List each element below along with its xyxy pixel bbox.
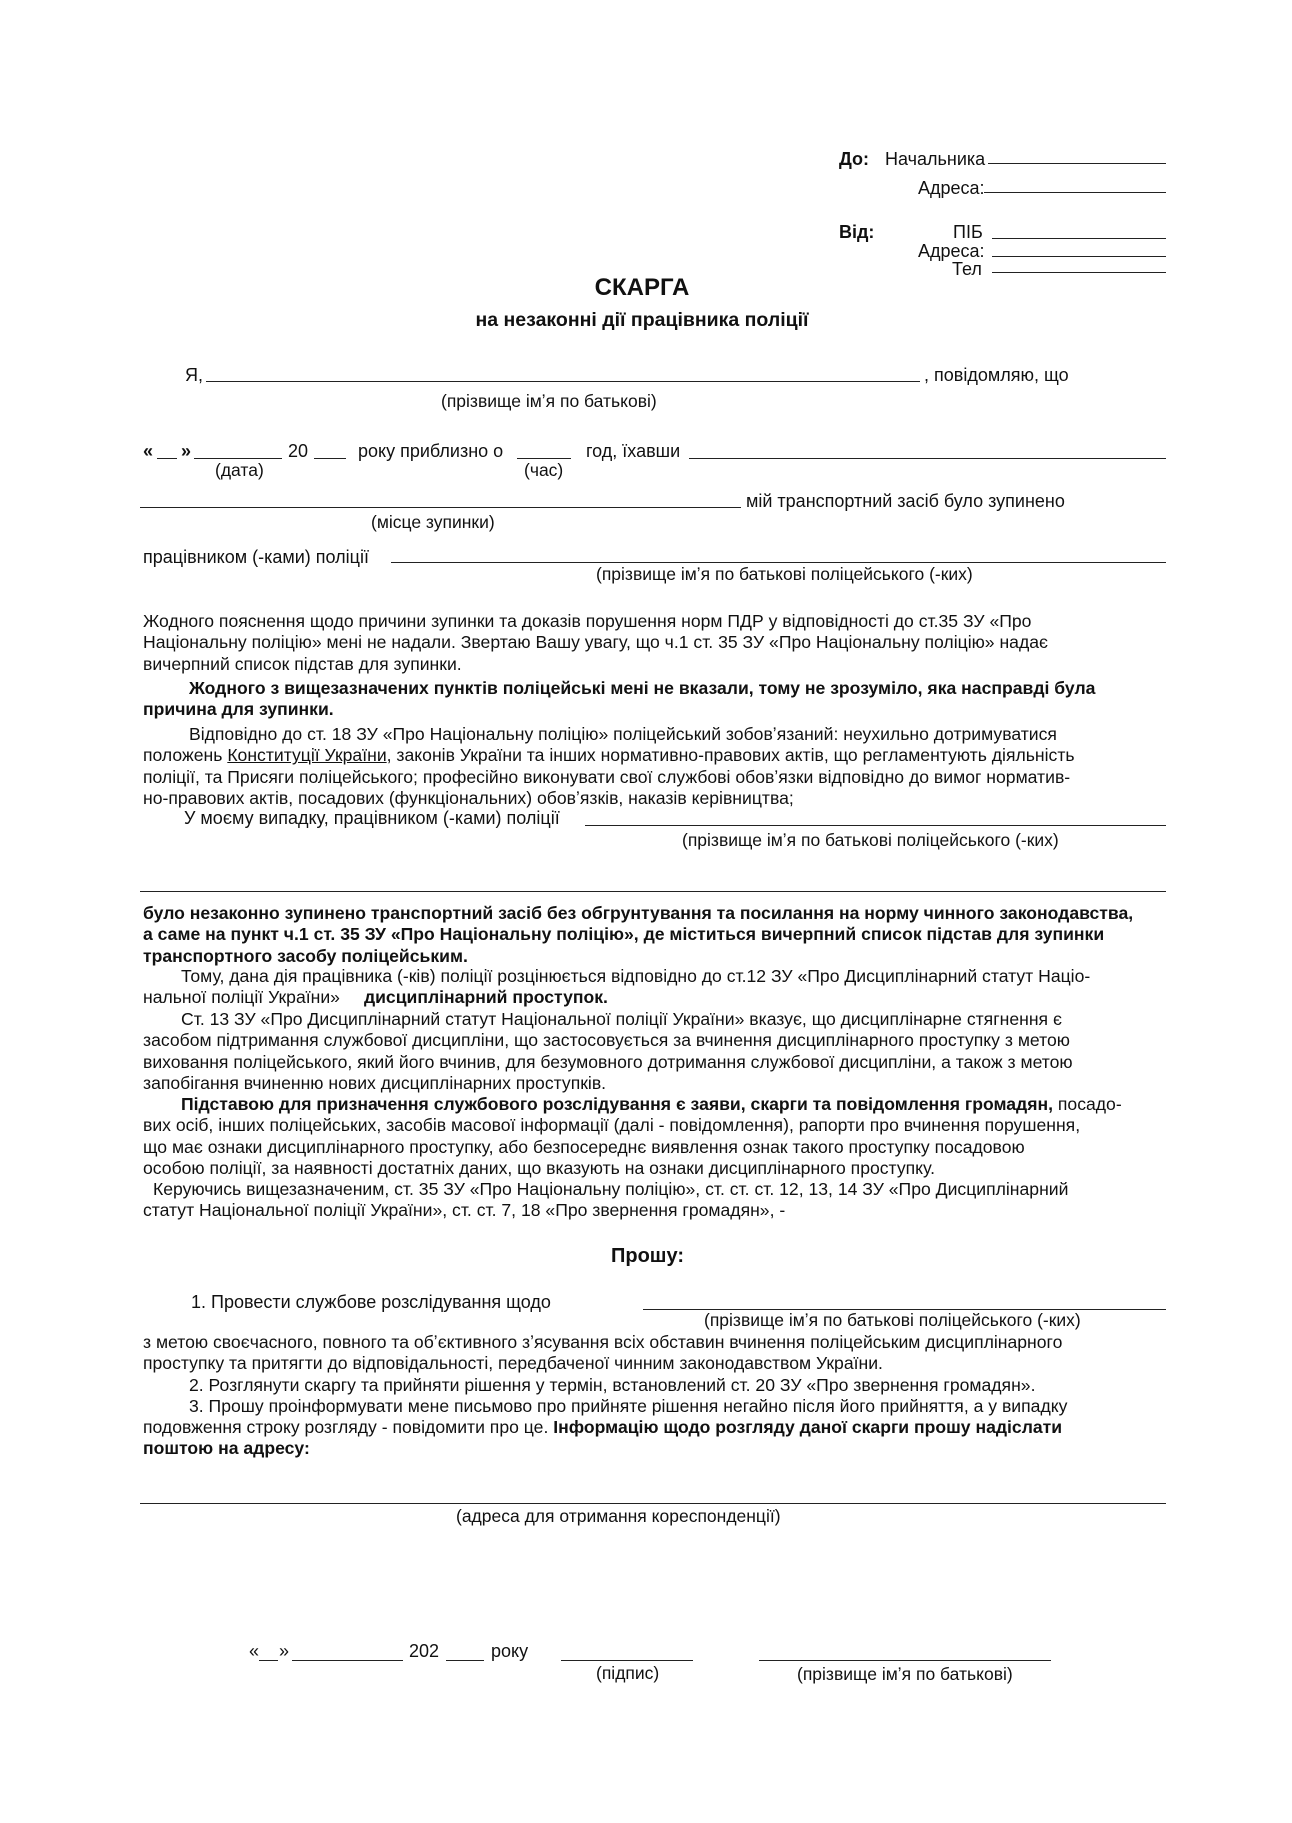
date-year-prefix: 20 [288,441,309,461]
footer-day-line[interactable] [259,1660,278,1661]
p8-line-4: особою поліції, за наявності достатніх даних, що вказують на ознаки дисциплінарного проступку. [143,1157,935,1178]
from-address-label: Адреса: [918,241,985,261]
p7-line-4: запобігання вчиненню нових дисциплінарних проступків. [143,1072,607,1093]
p5-line-2: а саме на пункт ч.1 ст. 35 ЗУ «Про Національну поліцію», де міститься вичерпний список підстав для зупинки [143,924,1105,945]
p4-officer-hint: (прізвище імʼя по батькові поліцейського (-ких) [682,830,1059,850]
p1-line-3: вичерпний список підстав для зупинки. [143,653,462,674]
request-item-3-line-2 [143,1417,1067,1438]
to-address-label: Адреса: [918,178,985,198]
p6-line-2 [143,987,1090,1008]
p3-line-2b: , законів України та інших нормативно-правових актів, що регламентують діяльність [386,745,1075,766]
p5-line-1: було незаконно зупинено транспортний засіб без обгрунтування та посилання на норму чинного законодавства, [143,903,1134,923]
footer-year-line[interactable] [446,1660,484,1661]
signature-line[interactable] [561,1660,693,1661]
date-quote-close: » [181,441,192,461]
p3-line-1: Відповідно до ст. 18 ЗУ «Про Національну поліцію» поліцейський зобовʼязаний: неухильно дотримуватися [189,724,1057,744]
request-item-3-line-2a: подовження строку розгляду - повідомити про це. [143,1417,549,1438]
signer-name-hint: (прізвище імʼя по батькові) [797,1664,1013,1684]
p3-line-4: но-правових актів, посадових (функціональних) обовʼязків, наказів керівництва; [143,787,794,808]
p7-line-1: Ст. 13 ЗУ «Про Дисциплінарний статут Національної поліції України» вказує, що дисциплінарне стягнення є [181,1009,1062,1029]
constitution-link[interactable]: Конституції України [227,745,387,766]
time-line[interactable] [517,458,571,459]
request-heading: Прошу: [611,1245,684,1267]
p4-officer-line[interactable] [585,825,1166,826]
paragraph-3 [143,724,1075,809]
request-item-1-line-2: з метою своєчасного, повного та обʼєктивного зʼясування всіх обставин вчинення поліцейським дисциплінарного [143,1332,1063,1352]
document-subtitle: на незаконні дії працівника поліції [475,309,809,331]
paragraph-2 [143,678,1095,721]
p8-line-2: вих осіб, інших поліцейських, засобів масової інформації (далі - повідомлення), рапорти про вчинення порушення, [143,1115,1081,1136]
paragraph-8 [143,1094,1122,1179]
p8-line-1b: посадо- [1057,1094,1122,1114]
paragraph-7 [143,1009,1073,1094]
footer-quote-open: « [249,1641,260,1661]
time-hint: (час) [524,460,564,480]
to-address-line[interactable] [984,192,1166,193]
footer-year-text: року [491,1641,529,1661]
p3-line-2 [143,745,1075,766]
p4-label: У моєму випадку, працівником (-ками) поліції [184,808,560,828]
date-hint: (дата) [215,460,264,480]
p3-line-2a: положень [143,745,223,766]
driving-label: год, їхавши [586,441,681,461]
intro-report: , повідомляю, що [924,365,1069,385]
signer-name-line[interactable] [759,1660,1051,1661]
request-item-3-line-1: 3. Прошу проінформувати мене письмово про прийняте рішення негайно після його прийняття, а у випадку [189,1395,1068,1416]
p4-officer-line-2[interactable] [140,891,1166,892]
applicant-name-hint: (прізвище імʼя по батькові) [441,391,657,411]
p1-line-2: Національну поліцію» мені не надали. Звертаю Вашу увагу, що ч.1 ст. 35 ЗУ «Про Національну поліцію» надає [143,632,1048,653]
from-address-line[interactable] [992,256,1166,257]
officer-name-hint: (прізвище імʼя по батькові поліцейського (-ких) [596,564,973,584]
signature-hint: (підпис) [596,1663,660,1683]
officer-label: працівником (-ками) поліції [143,547,369,567]
to-chief-label: Начальника [885,149,986,169]
p3-line-3: поліції, та Присяги поліцейського; професійно виконувати свої службові обовʼязки відповідно до вимог норматив- [143,766,1071,787]
request-item-2: 2. Розглянути скаргу та прийняти рішення у термін, встановлений ст. 20 ЗУ «Про звернення громадян». [189,1374,1036,1395]
p8-line-3: що має ознаки дисциплінарного проступку, або безпосереднє виявлення ознак такого проступку посадовою [143,1136,1025,1157]
p8-line-1a: Підставою для призначення службового розслідування є заяви, скарги та повідомлення громадян, [181,1094,1053,1114]
intro-i: Я, [185,365,203,385]
footer-month-line[interactable] [292,1660,403,1661]
date-year-text: року приблизно о [358,441,504,461]
request-item-3-line-2b: Інформацію щодо розгляду даної скарги прошу надіслати [553,1417,1063,1438]
officer-name-line[interactable] [391,562,1166,563]
paragraph-5 [143,903,1133,967]
p2-line-2: причина для зупинки. [143,699,334,720]
p9-line-1: Керуючись вищезазначеним, ст. 35 ЗУ «Про Національну поліцію», ст. ст. ст. 12, 13, 14 ЗУ «Про Дисциплінарний [153,1179,1069,1199]
request-officer-hint: (прізвище імʼя по батькові поліцейського (-ких) [704,1310,1081,1330]
to-label: До: [839,149,870,169]
p7-line-3: виховання поліцейського, який його вчинив, для безумовного дотримання службової дисципліни, а також з метою [143,1051,1073,1072]
p6-line-1: Тому, дана дія працівника (-ків) поліції розцінюється відповідно до ст.12 ЗУ «Про Дисциплінарний статут Націо- [181,966,1091,986]
driving-line[interactable] [689,458,1166,459]
p6-line-2a: нальної поліції України» [143,987,340,1008]
request-item-1-line-3: проступку та притягти до відповідальності, передбаченої чинним законодавством України. [143,1353,883,1374]
paragraph-6 [143,966,1090,1009]
from-phone-line[interactable] [992,272,1166,273]
date-year-line[interactable] [314,458,346,459]
date-day-line[interactable] [157,458,177,459]
p7-line-2: засобом підтримання службової дисципліни, що застосовується за вчинення дисциплінарного проступку з метою [143,1030,1070,1051]
mailing-address-line[interactable] [140,1503,1166,1504]
date-month-line[interactable] [194,458,282,459]
p9-line-2: статут Національної поліції України», ст. ст. 7, 18 «Про звернення громадян», - [143,1200,786,1221]
request-item-3-line-3: поштою на адресу: [143,1438,310,1459]
paragraph-1 [143,611,1048,675]
p2-line-1: Жодного з вищезазначених пунктів поліцейські мені не вказали, тому не зрозуміло, яка насправді була [189,678,1096,698]
footer-year-prefix: 202 [409,1641,440,1661]
from-name-label: ПІБ [953,222,983,242]
to-chief-line[interactable] [988,163,1166,164]
mailing-address-hint: (адреса для отримання кореспонденції) [456,1506,781,1526]
p5-line-3: транспортного засобу поліцейським. [143,945,468,966]
p6-line-2b: дисциплінарний проступок. [363,987,608,1008]
from-label: Від: [839,222,875,242]
stop-place-line[interactable] [140,507,741,508]
footer-quote-close: » [279,1641,290,1661]
request-item-1: 1. Провести службове розслідування щодо [191,1292,551,1312]
p1-line-1: Жодного пояснення щодо причини зупинки та доказів порушення норм ПДР у відповідності до ст.35 ЗУ «Про [143,611,1032,631]
request-item-1-cont [143,1332,1067,1460]
document-title: СКАРГА [594,274,690,301]
from-phone-label: Тел [952,259,982,279]
paragraph-9 [143,1179,1068,1222]
stop-place-hint: (місце зупинки) [371,512,495,532]
applicant-name-line[interactable] [206,381,920,382]
date-quote-open: « [143,441,154,461]
vehicle-stopped-text: мій транспортний засіб було зупинено [746,491,1065,511]
p8-line-1 [143,1094,1122,1115]
from-name-line[interactable] [992,238,1166,239]
